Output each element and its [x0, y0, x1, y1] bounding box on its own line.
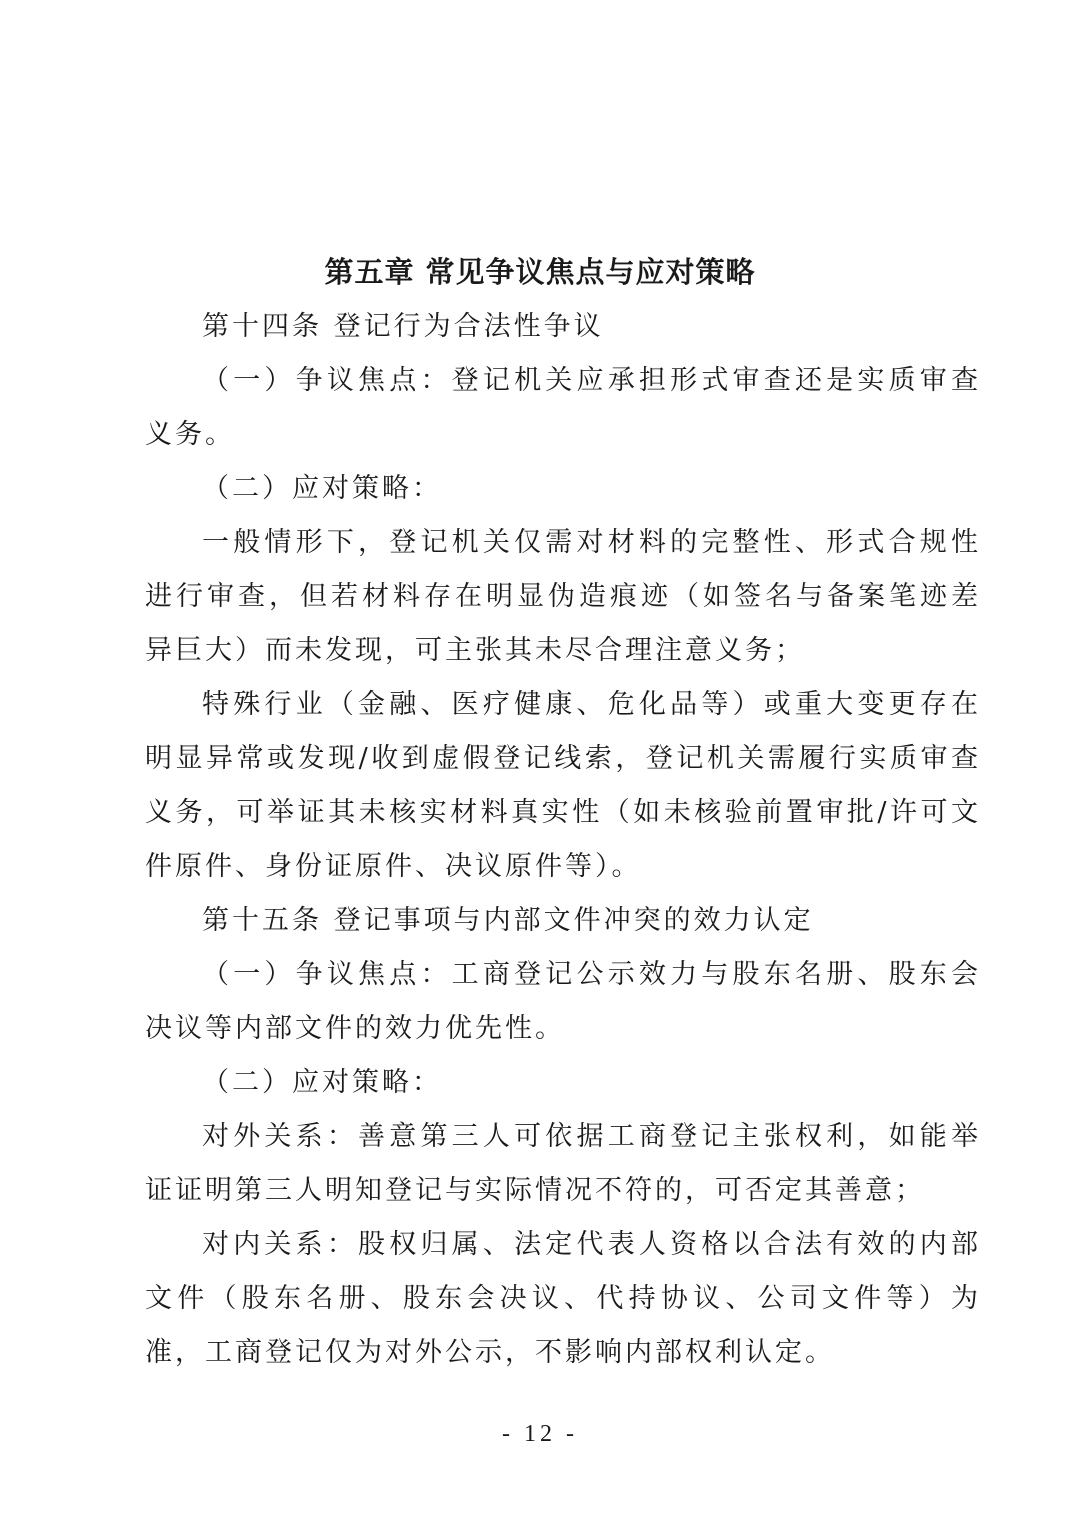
- article-14-strategy-label: （二）应对策略：: [202, 473, 442, 504]
- article-15-strategy-label: （二）应对策略：: [202, 1067, 442, 1098]
- article-14-paragraph: 一般情形下，登记机关仅需对材料的完整性、形式合规性进行审查，但若材料存在明显伪造痕迹（如签名与备案笔迹差异巨大）而未发现，可主张其未尽合理注意义务；: [145, 527, 981, 666]
- article-15-focus: （一）争议焦点：工商登记公示效力与股东名册、股东会决议等内部文件的效力优先性。: [145, 959, 981, 1044]
- page-number: - 12 -: [502, 1421, 578, 1447]
- article-15-paragraph: 对内关系：股权归属、法定代表人资格以合法有效的内部文件（股东名册、股东会决议、代持协议、公司文件等）为准，工商登记仅为对外公示，不影响内部权利认定。: [145, 1229, 981, 1368]
- document-body: [145, 300, 981, 1380]
- article-14-heading: 第十四条 登记行为合法性争议: [202, 311, 604, 342]
- chapter-title: 第五章 常见争议焦点与应对策略: [324, 255, 756, 289]
- article-15-paragraph: 对外关系：善意第三人可依据工商登记主张权利，如能举证证明第三人明知登记与实际情况不符的，可否定其善意；: [145, 1121, 981, 1206]
- article-15-heading: 第十五条 登记事项与内部文件冲突的效力认定: [202, 905, 814, 936]
- article-14-paragraph: 特殊行业（金融、医疗健康、危化品等）或重大变更存在明显异常或发现/收到虚假登记线索，登记机关需履行实质审查义务，可举证其未核实材料真实性（如未核验前置审批/许可文件原件、身份证原件、决议原件等）。: [145, 689, 981, 882]
- article-14-focus: （一）争议焦点：登记机关应承担形式审查还是实质审查义务。: [145, 365, 981, 450]
